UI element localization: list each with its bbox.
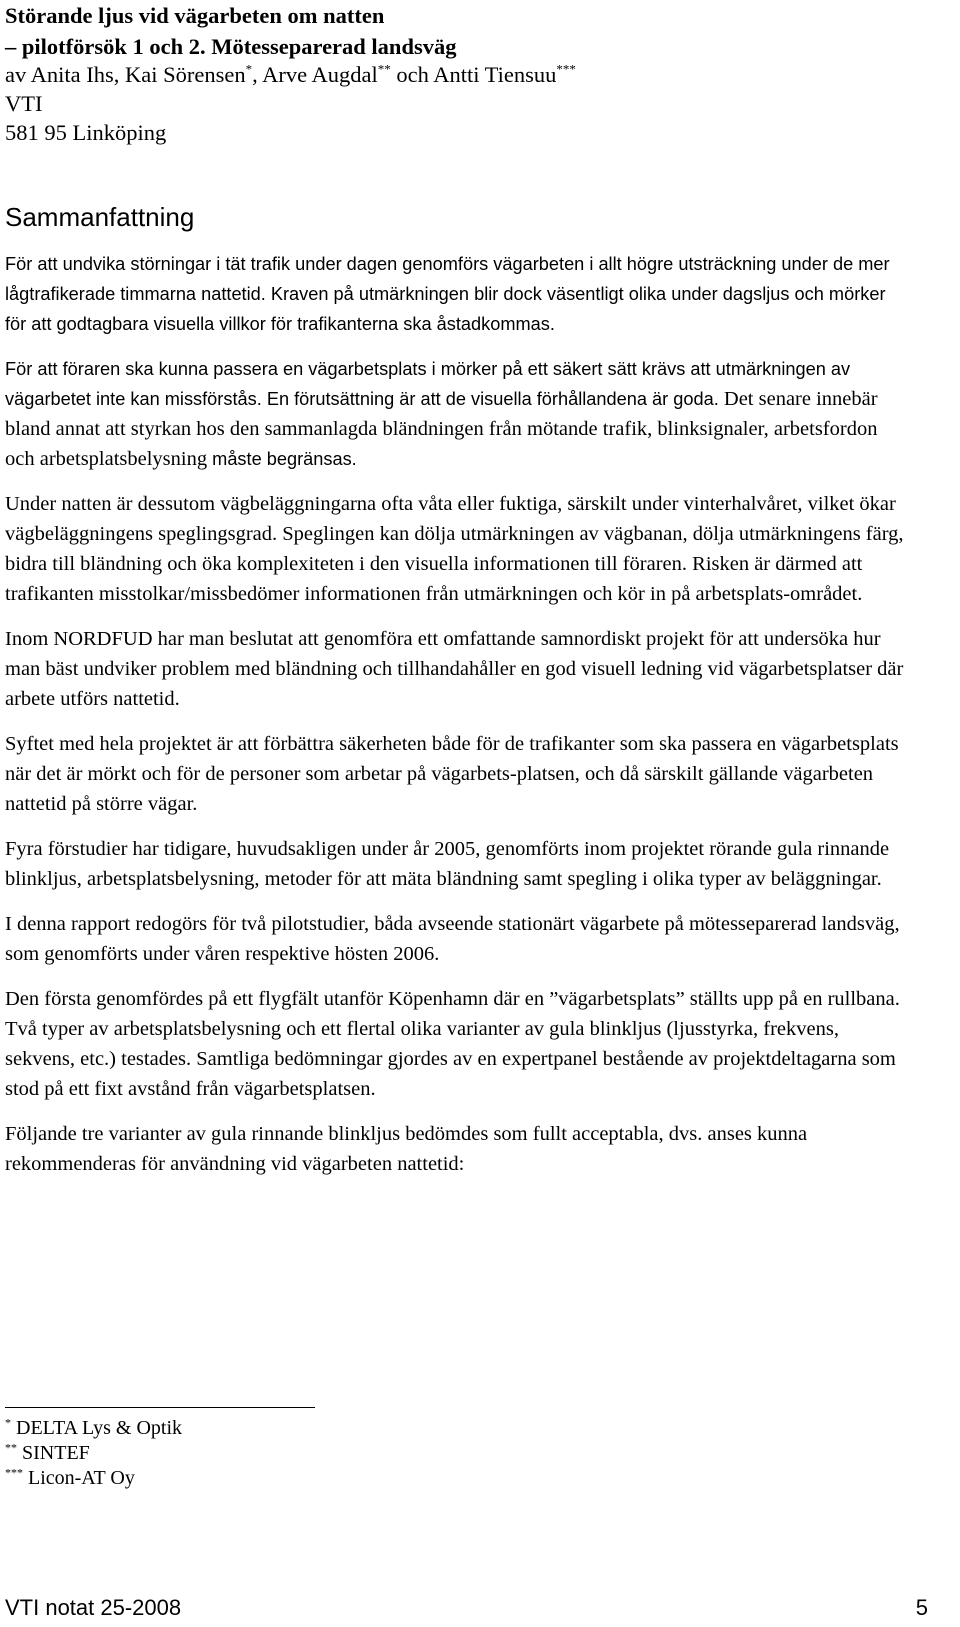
organization: VTI <box>5 91 43 116</box>
summary-paragraph <box>5 624 910 714</box>
report-title <box>5 0 905 62</box>
byline <box>5 60 905 147</box>
footnote <box>5 1441 182 1466</box>
paragraph-text: I denna rapport redogörs för två pilotstudier, båda avseende stationärt vägarbete på mötesseparerad landsväg, som genomförts under våren respektive hösten 2006. <box>5 913 900 965</box>
paragraph-text: För att undvika störningar i tät trafik under dagen genomförs vägarbeten i allt högre utsträckning under de mer lågtrafikerade timmarna nattetid. Kraven på utmärkningen blir dock väsentligt olika under dagsljus och mörker för att godtagbara visuella villkor för trafikanterna ska åstadkommas. <box>5 254 890 334</box>
footnote-text: DELTA Lys & Optik <box>11 1417 183 1439</box>
paragraph-text: Inom NORDFUD har man beslutat att genomföra ett omfattande samnordiskt projekt för att undersöka hur man bäst undviker problem med bländning och tillhandahåller en god visuell ledning vid vägarbetsplatser där arbete utförs nattetid. <box>5 628 904 710</box>
summary-paragraph <box>5 354 910 474</box>
paragraph-text: Den första genomfördes på ett flygfält utanför Köpenhamn där en ”vägarbetsplats” ställts upp på en rullbana. Två typer av arbetsplatsbelysning och ett flertal olika varianter av gula blinkljus (ljusstyrka, frekvens, sekvens, etc.) testades. Samtliga bedömningar gjordes av en expertpanel bestående av projektdeltagarna som stod på ett fixt avstånd från vägarbetsplatsen. <box>5 988 900 1100</box>
footnote <box>5 1466 182 1491</box>
address: 581 95 Linköping <box>5 120 167 145</box>
summary-body <box>5 249 910 1194</box>
authors-prefix: av Anita Ihs, Kai Sörensen <box>5 62 246 87</box>
footnote-mark: ** <box>5 1440 17 1455</box>
paragraph-text: Syftet med hela projektet är att förbättra säkerheten både för de trafikanter som ska passera en vägarbetsplats när det är mörkt och för de personer som arbetar på vägarbets-platsen, och då särskilt gällande vägarbeten nattetid på större vägar. <box>5 733 899 815</box>
authors-sep-2: och Antti Tiensuu <box>390 62 557 87</box>
summary-paragraph <box>5 249 910 339</box>
footnote-divider <box>5 1407 315 1408</box>
authors-sep-1: , Arve Augdal <box>252 62 378 87</box>
paragraph-text: Under natten är dessutom vägbeläggningarna ofta våta eller fuktiga, särskilt under vinterhalvåret, vilket ökar vägbeläggningens speglingsgrad. Speglingen kan dölja utmärkningen av vägbanan, dölja utmärkningens färg, bidra till bländning och öka komplexiteten i den visuella informationen till föraren. Risken är därmed att trafikanten misstolkar/missbedömer informationen från utmärkningen och kör in på arbetsplats-området. <box>5 493 904 605</box>
authors-line <box>5 60 905 89</box>
footnote-mark: * <box>5 1415 11 1430</box>
summary-paragraph <box>5 1119 910 1179</box>
title-line-2: – pilotförsök 1 och 2. Mötesseparerad landsväg <box>5 34 457 59</box>
footnote <box>5 1416 182 1441</box>
footnote-text: SINTEF <box>17 1442 90 1464</box>
footnotes <box>5 1416 182 1491</box>
summary-paragraph <box>5 489 910 609</box>
paragraph-text: Fyra förstudier har tidigare, huvudsakligen under år 2005, genomförts inom projektet rörande gula rinnande blinkljus, arbetsplatsbelysning, metoder för att mäta bländning samt spegling i olika typer av beläggningar. <box>5 838 890 890</box>
paragraph-text: måste begränsas. <box>207 449 357 469</box>
paragraph-text: För att föraren ska kunna passera en vägarbetsplats i mörker på ett säkert sätt krävs att utmärkningen av vägarbetet inte kan missförstås. En förutsättning är att de visuella förhållandena är goda. <box>5 359 851 409</box>
section-heading: Sammanfattning <box>5 202 195 232</box>
paragraph-text: Det senare innebär bland annat att styrkan hos den sammanlagda bländningen från mötande trafik, blinksignaler, arbetsfordon och arbetsplatsbelysning <box>5 388 878 470</box>
summary-paragraph <box>5 984 910 1104</box>
page-footer <box>5 1594 928 1622</box>
paragraph-text: Följande tre varianter av gula rinnande blinkljus bedömdes som fullt acceptabla, dvs. anses kunna rekommenderas för användning vid vägarbeten nattetid: <box>5 1123 808 1175</box>
footnote-mark: *** <box>5 1465 23 1480</box>
footnote-ref-1: * <box>245 61 253 77</box>
summary-paragraph <box>5 909 910 969</box>
footnote-text: Licon-AT Oy <box>23 1467 135 1489</box>
summary-paragraph <box>5 834 910 894</box>
summary-paragraph <box>5 729 910 819</box>
report-number: VTI notat 25-2008 <box>5 1595 182 1620</box>
title-line-1: Störande ljus vid vägarbeten om natten <box>5 3 385 28</box>
footnote-ref-2: ** <box>377 61 391 77</box>
footnote-ref-3: *** <box>556 61 576 77</box>
page-number: 5 <box>915 1595 928 1620</box>
